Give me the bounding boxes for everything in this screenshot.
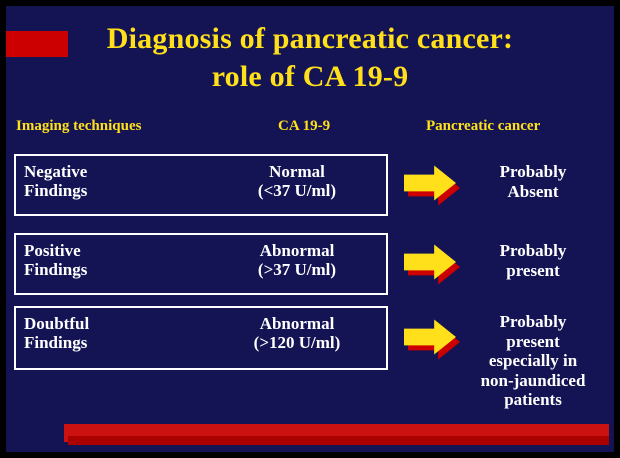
finding-cell [24,314,89,352]
marker-line-2: (<37 U/ml) [257,181,337,201]
finding-line-2: Findings [24,333,88,353]
title-line-2: role of CA 19-9 [211,59,409,93]
marker-cell [212,241,382,279]
finding-line-2: Findings [24,260,88,280]
marker-line-1: Abnormal [259,314,335,333]
marker-cell [212,162,382,200]
outcome-line-1: Probably [499,241,567,260]
marker-line-2: (>120 U/ml) [253,333,341,353]
title-line-1: Diagnosis of pancreatic cancer: [106,22,514,55]
outcome-line-4: non-jaundiced [480,370,586,390]
finding-line-1: Negative [24,162,88,181]
outcome-cell [458,162,608,201]
marker-line-1: Normal [269,162,325,181]
finding-line-1: Doubtful [24,314,90,333]
outcome-line-1: Probably [499,312,567,331]
row-box [14,233,388,295]
finding-cell [24,162,87,200]
outcome-cell [458,241,608,280]
table-row [6,306,614,416]
outcome-line-1: Probably [499,162,567,181]
row-box [14,306,388,370]
outcome-cell [458,312,608,410]
right-arrow-icon [404,243,456,283]
table-row [6,233,614,301]
outcome-line-3: especially in [488,351,578,371]
outcome-line-2: present [506,331,560,351]
column-header-imaging: Imaging techniques [16,118,142,134]
decorative-red-bar-bottom-shadow [68,436,609,445]
right-arrow-icon [404,318,456,358]
finding-cell [24,241,87,279]
marker-line-1: Abnormal [259,241,335,260]
outcome-line-2: present [506,260,560,280]
page-title [6,20,614,95]
column-headers [6,118,614,140]
table-row [6,154,614,222]
row-box [14,154,388,216]
outcome-line-5: patients [504,390,562,410]
finding-line-1: Positive [24,241,81,260]
marker-line-2: (>37 U/ml) [257,260,337,280]
slide-body [6,6,614,452]
column-header-outcome: Pancreatic cancer [426,118,541,134]
column-header-marker: CA 19-9 [278,118,331,134]
outcome-line-2: Absent [507,181,559,201]
marker-cell [212,314,382,352]
right-arrow-icon [404,164,456,204]
finding-line-2: Findings [24,181,88,201]
